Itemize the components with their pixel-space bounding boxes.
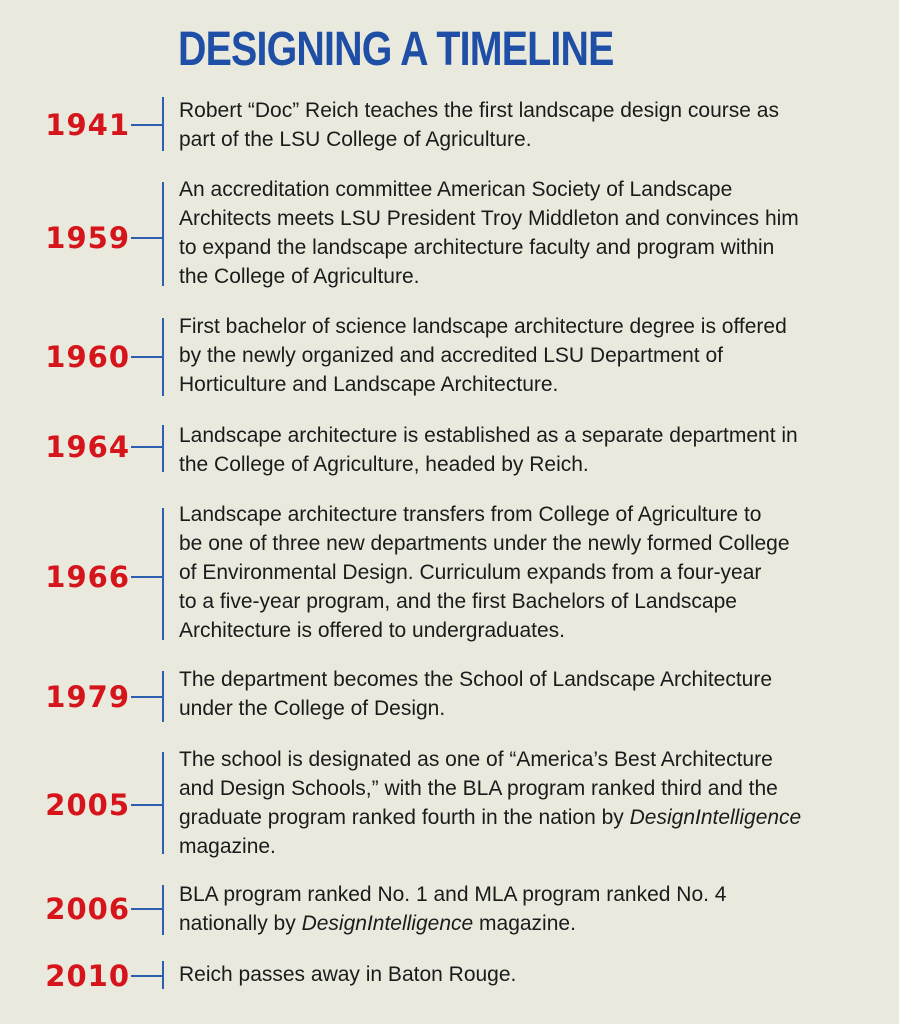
- publication-name: DesignIntelligence: [301, 912, 474, 935]
- publication-name: DesignIntelligence: [629, 806, 802, 829]
- year-label: 1959: [45, 221, 130, 255]
- year-label: 1964: [45, 430, 130, 464]
- year-label: 1941: [45, 108, 130, 142]
- connector-tick: [131, 124, 162, 126]
- connector-tick: [131, 804, 162, 806]
- year-label: 1966: [45, 560, 130, 594]
- bracket-line: [162, 752, 164, 854]
- connector-tick: [131, 446, 162, 448]
- connector-tick: [131, 975, 162, 977]
- bracket-line: [162, 961, 164, 989]
- bracket-line: [162, 182, 164, 286]
- connector-tick: [131, 908, 162, 910]
- bracket-line: [162, 508, 164, 640]
- year-label: 2005: [45, 788, 130, 822]
- event-description: Reich passes away in Baton Rouge.: [179, 963, 517, 986]
- year-label: 1960: [45, 340, 130, 374]
- event-description: First bachelor of science landscape architecture degree is offered by the newly organized and accredited LSU Department of Horticulture and Landscape Architecture.: [179, 315, 787, 396]
- year-label: 2010: [45, 959, 130, 993]
- year-label: 2006: [45, 892, 130, 926]
- bracket-line: [162, 885, 164, 935]
- connector-tick: [131, 576, 162, 578]
- event-description: The department becomes the School of Landscape Architecture under the College of Design.: [179, 668, 773, 720]
- bracket-line: [162, 671, 164, 722]
- page-title: DESIGNING A TIMELINE: [178, 23, 614, 76]
- event-description: Landscape architecture transfers from College of Agriculture to be one of three new departments under the newly formed College of Environmental Design. Curriculum expands from a four-year to a five-year program, and the first Bachelors of Landscape Architecture is offered to undergraduates.: [179, 503, 790, 642]
- connector-tick: [131, 356, 162, 358]
- bracket-line: [162, 318, 164, 396]
- event-description: Landscape architecture is established as a separate department in the College of Agriculture, headed by Reich.: [179, 424, 798, 476]
- event-description: BLA program ranked No. 1 and MLA program ranked No. 4 nationally by DesignIntelligence magazine.: [179, 883, 727, 935]
- connector-tick: [131, 237, 162, 239]
- connector-tick: [131, 696, 162, 698]
- bracket-line: [162, 425, 164, 472]
- year-label: 1979: [45, 680, 130, 714]
- event-description: Robert “Doc” Reich teaches the first landscape design course as part of the LSU College of Agriculture.: [179, 99, 779, 151]
- bracket-line: [162, 97, 164, 151]
- event-description: An accreditation committee American Society of Landscape Architects meets LSU President Troy Middleton and convinces him to expand the landscape architecture faculty and program within the College of Agriculture.: [179, 178, 799, 288]
- event-description: The school is designated as one of “America’s Best Architecture and Design Schools,” with the BLA program ranked third and the graduate program ranked fourth in the nation by DesignIntelligence magazine.: [179, 748, 802, 858]
